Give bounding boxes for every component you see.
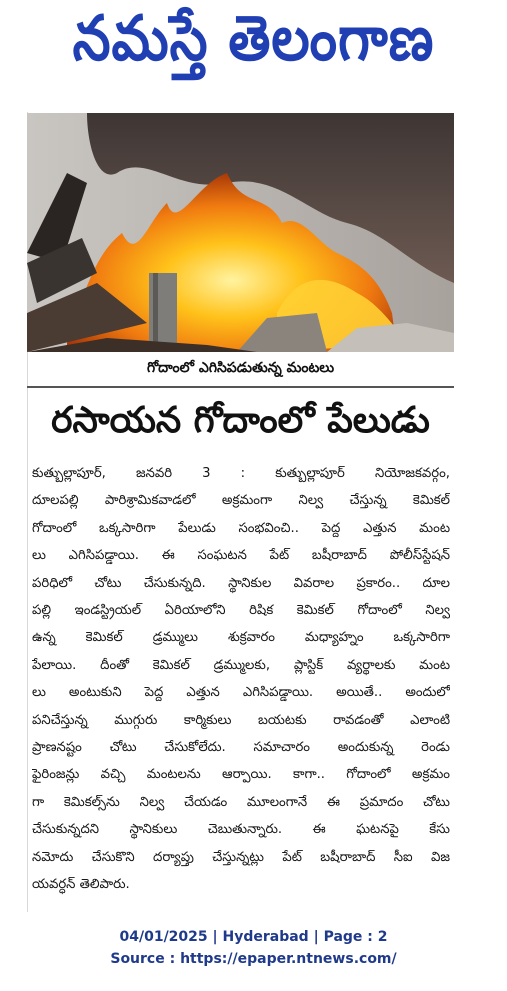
masthead <box>0 0 507 92</box>
article-line: కుత్బుల్లాపూర్, జనవరి 3 : కుత్బుల్లాపూర్ నియోజకవర్గం, <box>32 466 450 481</box>
fire-photo-image <box>27 113 454 352</box>
article-body <box>32 460 450 899</box>
masthead-title: నమస్తే తెలంగాణ <box>72 1 435 75</box>
article-line: లు ఎగిసిపడ్డాయి. ఈ సంఘటన పేట్ బషీరాబాద్ పోలీస్‌స్టేషన్ <box>32 548 450 564</box>
article-line: పనిచేస్తున్న ముగ్గురు కార్మికులు బయటకు రావడంతో ఎలాంటి <box>32 712 450 728</box>
article-line: చేసుకున్నదని స్థానికులు చెబుతున్నారు. ఈ ఘటనపై కేసు <box>32 822 450 838</box>
article-headline: రసాయన గోదాంలో పేలుడు <box>51 400 430 441</box>
article-line: ఉన్న కెమికల్ డ్రమ్ములు శుక్రవారం మధ్యాహ్నం ఒక్కసారిగా <box>32 630 450 646</box>
article-line: గోదాంలో ఒక్కసారిగా పేలుడు సంభవించి.. పెద్ద ఎత్తున మంట <box>32 520 450 536</box>
photo-caption: గోదాంలో ఎగిసిపడుతున్న మంటలు <box>27 352 454 388</box>
article-line: పల్లి ఇండస్ట్రియల్ ఏరియాలోని రిషిక కెమికల్ గోదాంలో నిల్వ <box>32 603 450 619</box>
page-footer <box>0 926 507 970</box>
article-line: నమోదు చేసుకొని దర్యాప్తు చేస్తున్నట్లు పేట్ బషీరాబాద్ సీఐ విజ <box>32 849 450 865</box>
footer-source-link[interactable]: Source : https://epaper.ntnews.com/ <box>110 951 397 967</box>
article-line: యవర్ధన్ తెలిపారు. <box>32 877 130 893</box>
fire-photo <box>27 113 454 352</box>
footer-edition-info: 04/01/2025 | Hyderabad | Page : 2 <box>119 929 388 945</box>
article-line: గా కెమికల్స్‌ను నిల్వ చేయడం మూలంగానే ఈ ప్రమాదం చోటు <box>32 794 450 810</box>
article-line: పరిధిలో చోటు చేసుకున్నది. స్థానికుల వివరాల ప్రకారం.. దూల <box>32 575 450 591</box>
article-line: లు అంటుకుని పెద్ద ఎత్తున ఎగిసిపడ్డాయి. అయితే.. అందులో <box>32 685 450 701</box>
article-line: ఫైరింజన్లు వచ్చి మంటలను ఆర్పాయి. కాగా.. గోదాంలో అక్రమం <box>32 767 450 783</box>
article-line: పేలాయి. దీంతో కెమికల్ డ్రమ్ములకు, ప్లాస్టిక్ వ్యర్థాలకు మంట <box>32 657 450 673</box>
article-line: ప్రాణనష్టం చోటు చేసుకోలేదు. సమాచారం అందుకున్న రెండు <box>32 740 450 756</box>
article-line: దూలపల్లి పారిశ్రామికవాడలో అక్రమంగా నిల్వ చేస్తున్న కెమికల్ <box>32 493 450 509</box>
